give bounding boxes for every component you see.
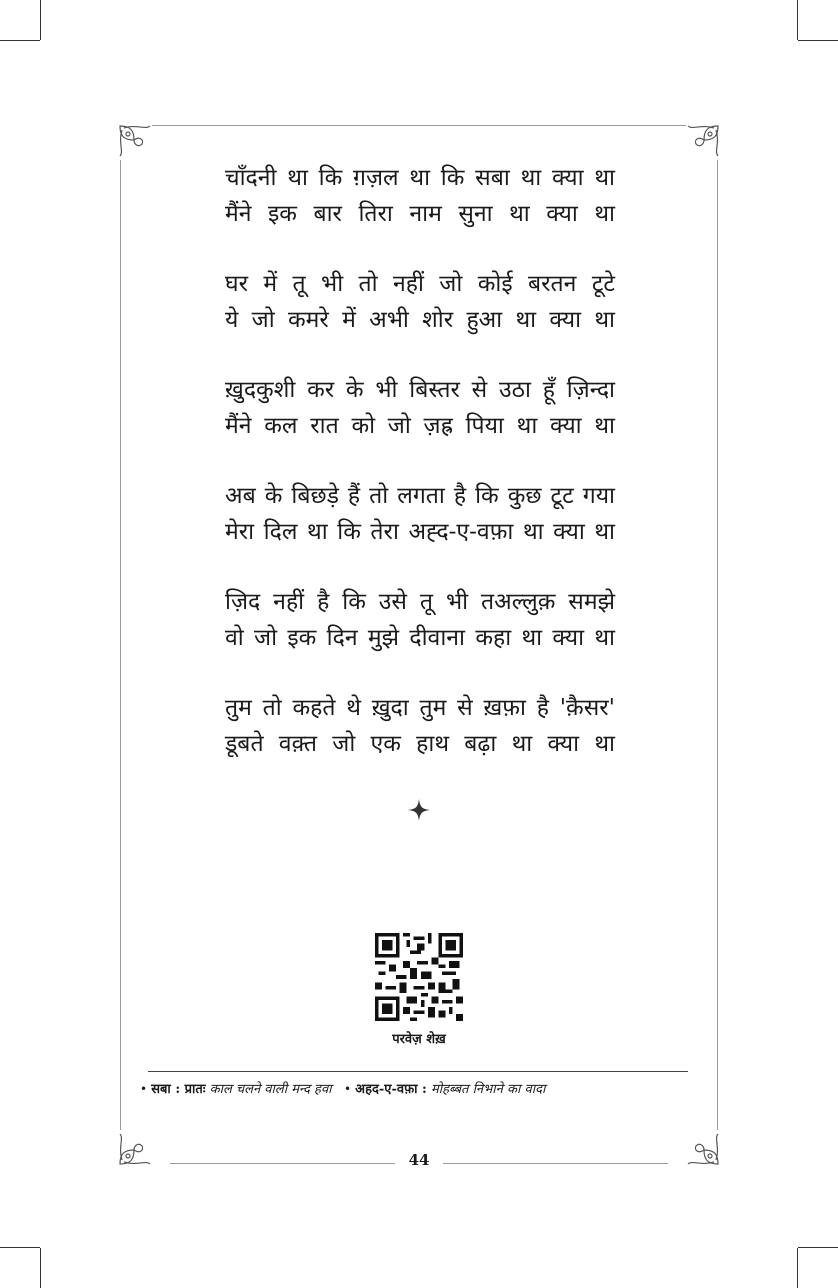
poem-line: वो जो इक दिन मुझे दीवाना कहा था क्या था: [225, 625, 615, 651]
footnote-rule: [148, 1071, 688, 1072]
frame-bottom-rule-right: [443, 1163, 668, 1164]
bullet-icon: •: [140, 1082, 148, 1096]
footnote-term: सबा : प्रातः: [151, 1082, 206, 1097]
floral-ornament-icon: [116, 122, 156, 162]
poem-line: घर में तू भी तो नहीं जो कोई बरतन टूटे: [225, 271, 615, 297]
poem-line: ये जो कमरे में अभी शोर हुआ था क्या था: [225, 307, 615, 333]
footnote-definition: काल चलने वाली मन्द हवा: [209, 1082, 332, 1097]
qr-caption: परवेज़ शेख़: [392, 1032, 446, 1047]
poem: [225, 160, 615, 796]
poem-line: तुम तो कहते थे ख़ुदा तुम से ख़फ़ा है 'क़ैसर': [225, 695, 615, 721]
floral-ornament-icon: [682, 1128, 722, 1168]
poem-line: मेरा दिल था कि तेरा अह्द-ए-वफ़ा था क्या था: [225, 519, 615, 545]
stanza: [225, 372, 615, 444]
floral-ornament-icon: [682, 122, 722, 162]
footnote-term: अहद-ए-वफ़ा :: [355, 1082, 427, 1097]
footnote-definition: मोहब्बत निभाने का वादा: [430, 1082, 546, 1097]
stanza: [225, 584, 615, 656]
floral-ornament-icon: [116, 1128, 156, 1168]
crop-mark: [0, 1247, 40, 1248]
poem-line: मैंने कल रात को जो ज़ह्र पिया था क्या था: [225, 413, 615, 439]
poem-line: ज़िद नहीं है कि उसे तू भी तअल्लुक़ समझे: [225, 589, 615, 615]
crop-mark: [40, 0, 41, 40]
crop-mark: [797, 0, 798, 40]
frame-left-rule: [120, 160, 121, 1130]
stanza: [225, 160, 615, 232]
poem-line: डूबते वक़्त जो एक हाथ बढ़ा था क्या था: [225, 731, 615, 757]
bullet-icon: •: [343, 1082, 352, 1096]
stanza: [225, 690, 615, 762]
poem-line: मैंने इक बार तिरा नाम सुना था क्या था: [225, 201, 615, 227]
poem-line: अब के बिछड़े हैं तो लगता है कि कुछ टूट गया: [225, 483, 615, 509]
crop-mark: [0, 40, 40, 41]
frame-top-rule: [152, 125, 686, 126]
four-point-star-icon: [406, 797, 432, 823]
frame-bottom-rule-left: [170, 1163, 395, 1164]
crop-mark: [40, 1248, 41, 1288]
footnotes: [140, 1079, 700, 1097]
crop-mark: [798, 40, 838, 41]
qr-code-icon[interactable]: [375, 933, 463, 1021]
stanza: [225, 478, 615, 550]
stanza: [225, 266, 615, 338]
poem-line: ख़ुदकुशी कर के भी बिस्तर से उठा हूँ ज़िन्दा: [225, 377, 615, 403]
crop-mark: [798, 1247, 838, 1248]
page-number: 44: [408, 1151, 430, 1169]
crop-mark: [797, 1248, 798, 1288]
poem-line: चाँदनी था कि ग़ज़ल था कि सबा था क्या था: [225, 165, 615, 191]
frame-right-rule: [717, 160, 718, 1130]
